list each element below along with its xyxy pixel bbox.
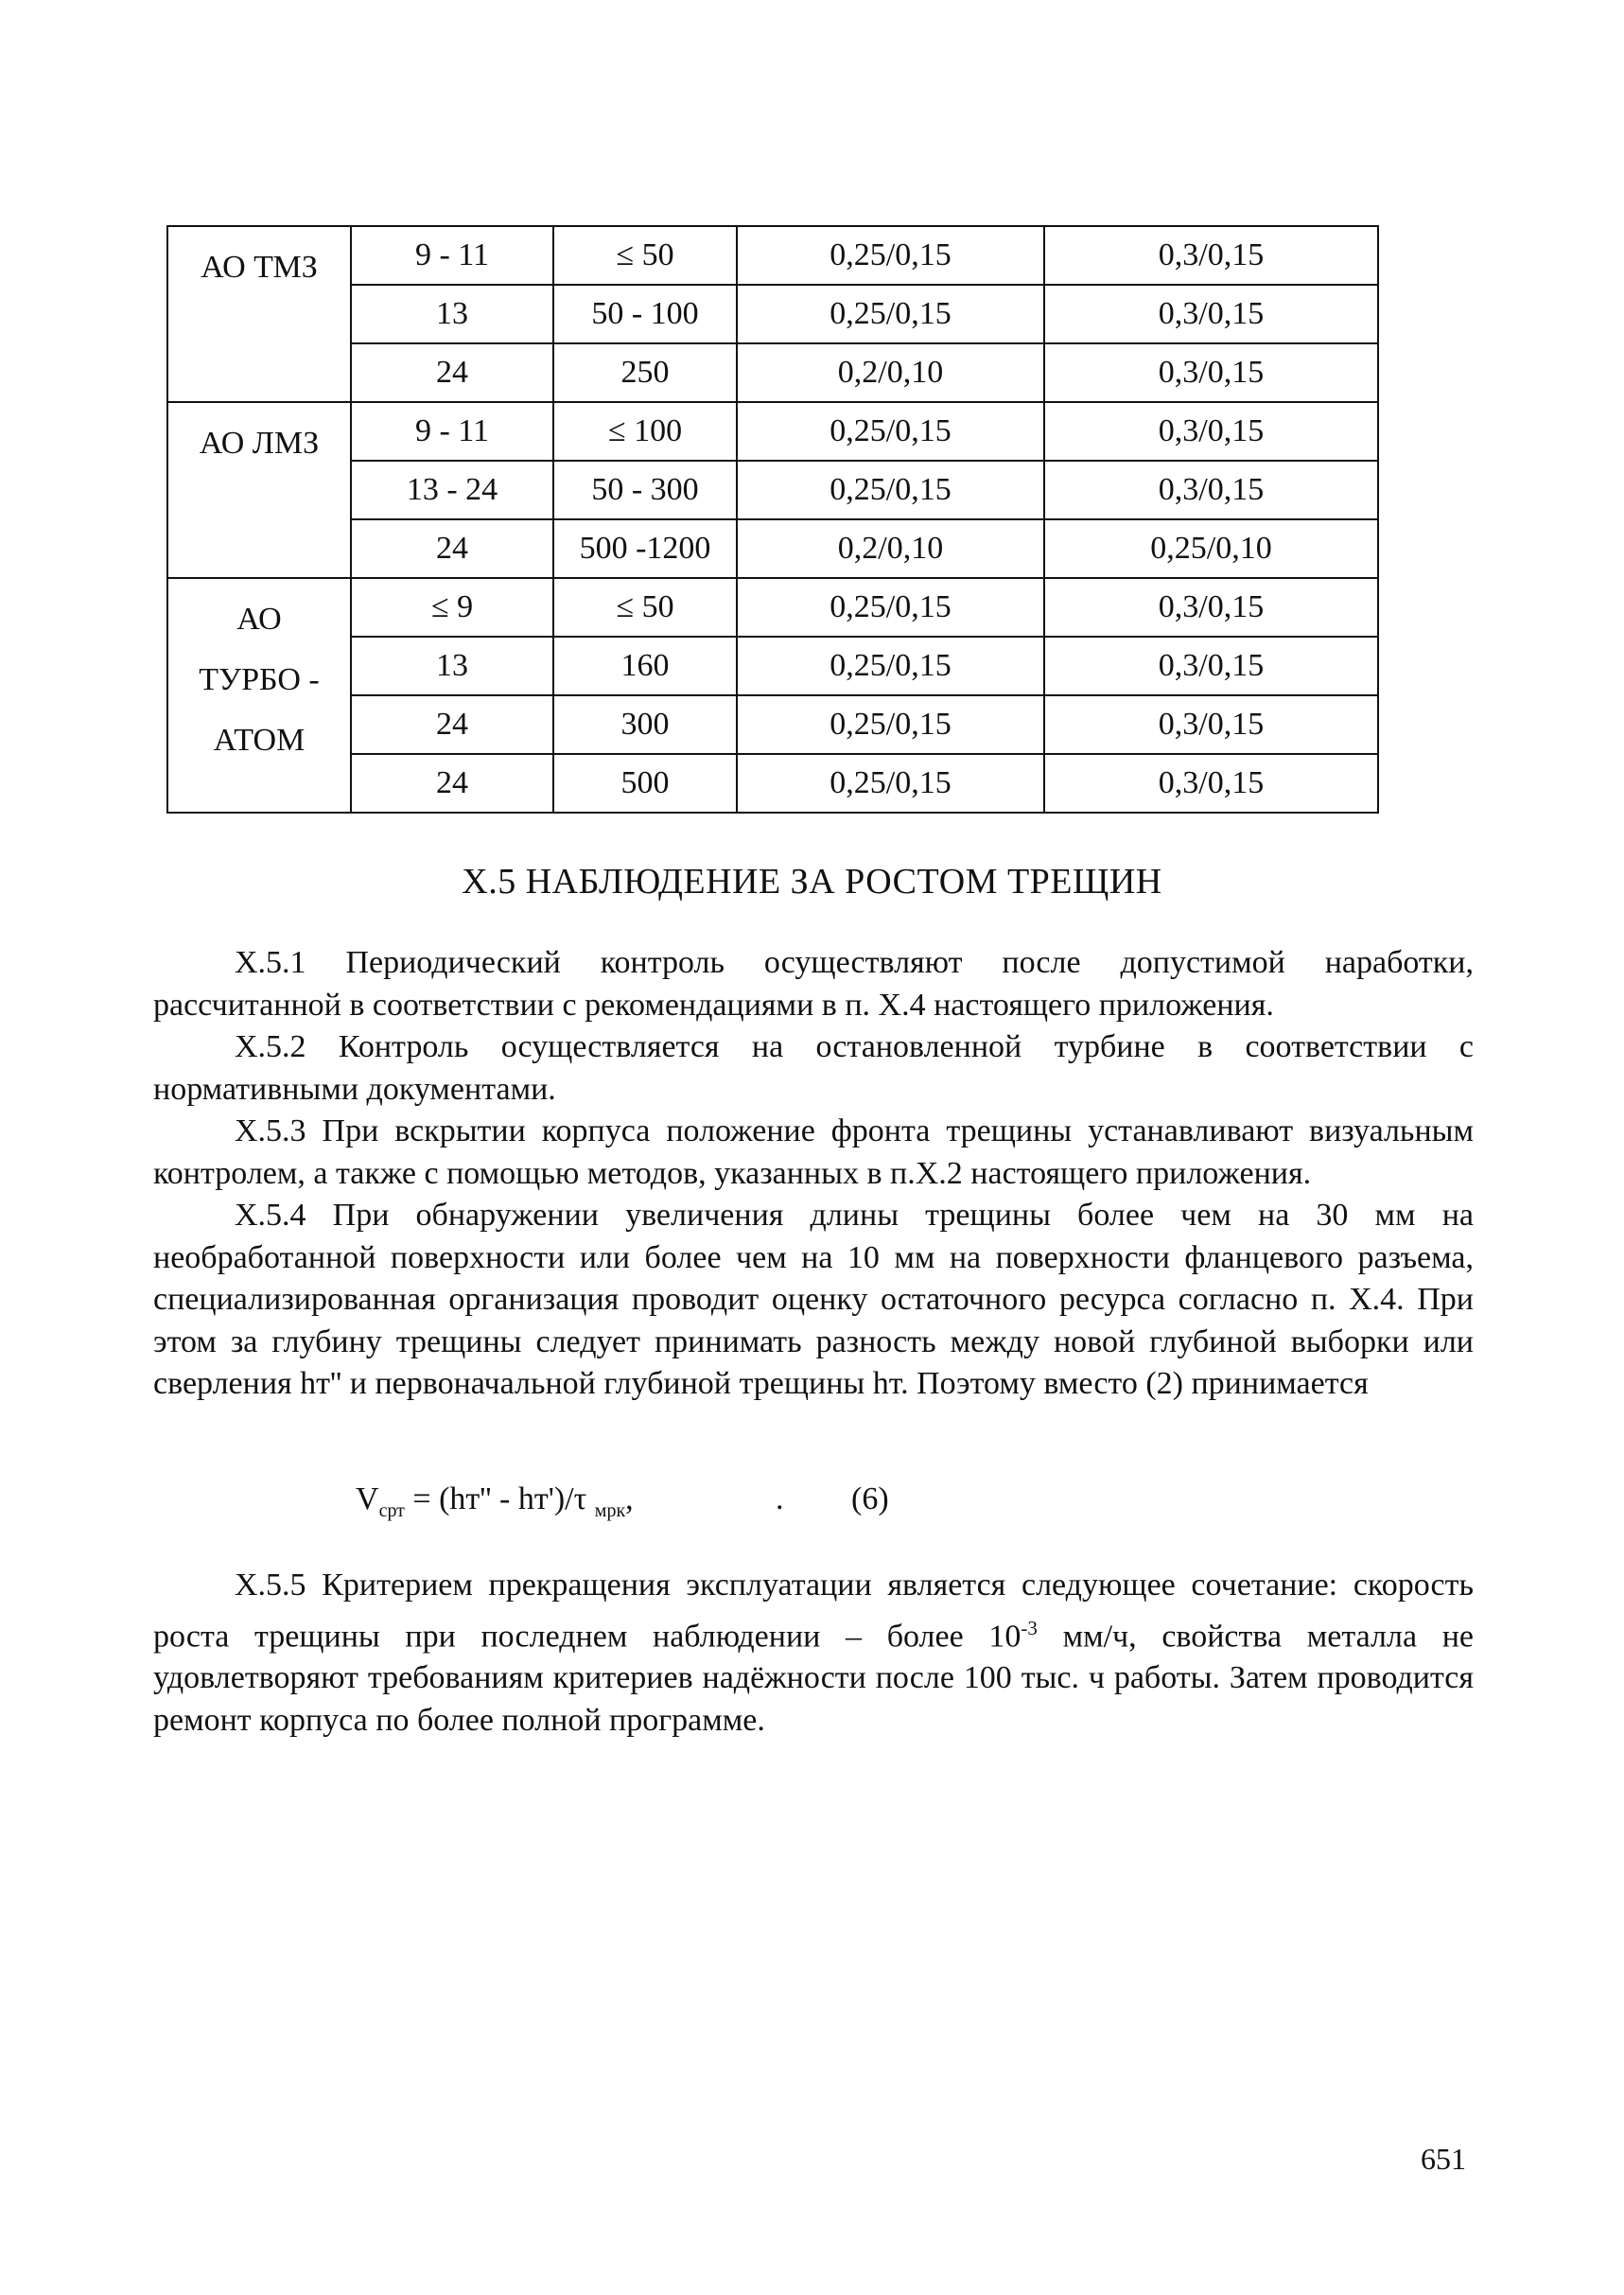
formula-v-subscript: срт <box>378 1499 405 1521</box>
table-cell: 0,3/0,15 <box>1044 402 1378 461</box>
formula-dot: . <box>776 1481 784 1516</box>
table-cell: 0,3/0,15 <box>1044 285 1378 343</box>
table-cell: 0,3/0,15 <box>1044 695 1378 754</box>
exponent: -3 <box>1021 1616 1038 1639</box>
table-cell: 0,25/0,15 <box>737 226 1044 285</box>
formula-tail: , <box>625 1481 634 1516</box>
table-cell: 0,25/0,15 <box>737 578 1044 637</box>
manufacturer-name: АО <box>236 602 282 637</box>
formula-6 <box>356 1481 889 1522</box>
table-cell: 160 <box>553 637 737 695</box>
table-cell: 50 - 100 <box>553 285 737 343</box>
table-cell: 300 <box>553 695 737 754</box>
table-cell: 9 - 11 <box>351 402 553 461</box>
manufacturer-cell <box>167 226 351 402</box>
table-cell: 0,3/0,15 <box>1044 343 1378 402</box>
formula-number: (6) <box>851 1481 889 1516</box>
table-cell: 0,25/0,15 <box>737 695 1044 754</box>
table-cell: 500 -1200 <box>553 519 737 578</box>
table-cell: 250 <box>553 343 737 402</box>
section-body <box>153 942 1474 1406</box>
paragraph-x-5-5-start: X.5.5 Критерием прекращения эксплуатации является следующее сочетание: скорость роста трещины при последнем наблюдении – более 10 <box>153 1568 1474 1654</box>
table-cell: 0,25/0,15 <box>737 637 1044 695</box>
table-row <box>167 578 1378 637</box>
table-cell: 0,3/0,15 <box>1044 461 1378 519</box>
table-cell: 0,2/0,10 <box>737 343 1044 402</box>
table-cell: ≤ 50 <box>553 578 737 637</box>
formula-body: = (hт'' - hт')/τ <box>404 1481 595 1516</box>
table-cell: 13 <box>351 285 553 343</box>
paragraph-x-5-2: X.5.2 Контроль осуществляется на остановленной турбине в соответствии с нормативными документами. <box>153 1029 1474 1107</box>
paragraph-x-5-3: X.5.3 При вскрытии корпуса положение фронта трещины устанавливают визуальным контролем, а также с помощью методов, указанных в п.X.2 настоящего приложения. <box>153 1113 1474 1191</box>
table-cell: 0,25/0,15 <box>737 754 1044 813</box>
table-cell: 50 - 300 <box>553 461 737 519</box>
manufacturer-name: АО ТМЗ <box>201 250 318 285</box>
table-cell: 13 <box>351 637 553 695</box>
table-cell: 0,3/0,15 <box>1044 226 1378 285</box>
page-number: 651 <box>1421 2142 1466 2176</box>
table-cell: 0,25/0,15 <box>737 461 1044 519</box>
table-cell: 0,25/0,10 <box>1044 519 1378 578</box>
table-cell: 0,3/0,15 <box>1044 578 1378 637</box>
paragraph-x-5-5-end: мм/ч, свойства металла не удовлетворяют требованиям критериев надёжности после 100 тыс. ч работы. Затем проводится ремонт корпуса по более полной программе. <box>153 1618 1474 1738</box>
table-cell: 0,25/0,15 <box>737 285 1044 343</box>
manufacturer-name: АТОМ <box>213 723 306 758</box>
manufacturer-name: АО ЛМЗ <box>199 426 320 461</box>
table-cell: 13 - 24 <box>351 461 553 519</box>
table-row <box>167 402 1378 461</box>
formula-tau-subscript: мрк <box>594 1499 626 1521</box>
table-cell: 0,3/0,15 <box>1044 637 1378 695</box>
table-cell: 0,2/0,10 <box>737 519 1044 578</box>
manufacturer-cell <box>167 578 351 813</box>
manufacturer-name: ТУРБО - <box>199 662 320 697</box>
paragraph-x-5-5 <box>153 1565 1474 1742</box>
table-cell: 24 <box>351 754 553 813</box>
manufacturer-cell <box>167 402 351 578</box>
table-cell: 500 <box>553 754 737 813</box>
table-cell: 24 <box>351 519 553 578</box>
paragraph-x-5-4: X.5.4 При обнаружении увеличения длины трещины более чем на 30 мм на необработанной поверхности или более чем на 10 мм на поверхности фланцевого разъема, специализированная организация проводит оценку остаточного ресурса согласно п. X.4. При этом за глубину трещины следует принимать разность между новой глубиной выборки или сверления hт'' и первоначальной глубиной трещины hт. Поэтому вместо (2) принимается <box>153 1198 1474 1401</box>
table-cell: 9 - 11 <box>351 226 553 285</box>
specification-table <box>166 225 1379 814</box>
table-cell: 24 <box>351 695 553 754</box>
paragraph-x-5-1: X.5.1 Периодический контроль осуществляют после допустимой наработки, рассчитанной в соответствии с рекомендациями в п. X.4 настоящего приложения. <box>153 945 1474 1023</box>
formula-v: V <box>356 1481 379 1516</box>
table-cell: ≤ 9 <box>351 578 553 637</box>
table-cell: 24 <box>351 343 553 402</box>
table-cell: ≤ 100 <box>553 402 737 461</box>
table-cell: 0,3/0,15 <box>1044 754 1378 813</box>
section-title: X.5 НАБЛЮДЕНИЕ ЗА РОСТОМ ТРЕЩИН <box>462 862 1162 902</box>
table-cell: ≤ 50 <box>553 226 737 285</box>
table-row <box>167 226 1378 285</box>
table-cell: 0,25/0,15 <box>737 402 1044 461</box>
